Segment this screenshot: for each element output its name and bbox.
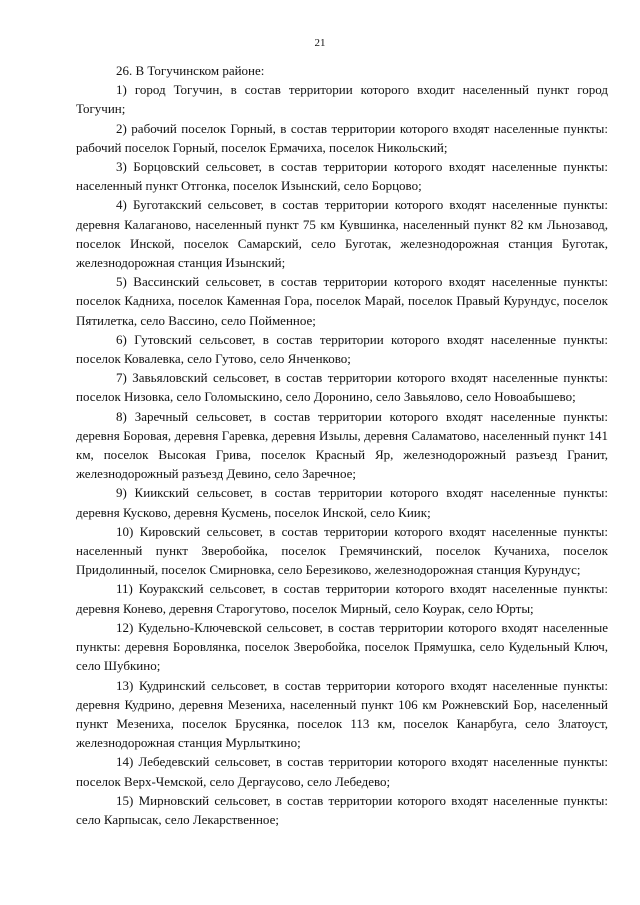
list-item: 14) Лебедевский сельсовет, в состав территории которого входят населенные пункты: поселок Верх-Чемской, село Дергаусово, село Лебедево; <box>76 754 608 789</box>
list-item: 3) Борцовский сельсовет, в состав территории которого входят населенные пункты: населенный пункт Отгонка, поселок Изынский, село Борцово; <box>76 159 608 194</box>
section-heading: 26. В Тогучинском районе: <box>116 63 265 78</box>
list-item: 11) Коуракский сельсовет, в состав территории которого входят населенные пункты: деревня Конево, деревня Старогутово, поселок Мирный, село Коурак, село Юрты; <box>76 581 608 616</box>
list-item: 13) Кудринский сельсовет, в состав территории которого входят населенные пункты: деревня Кудрино, деревня Мезениха, населенный пункт 106 км Рожневский Бор, населенный пункт Мезениха, поселок Брусянка, поселок 113 км, поселок Канарбуга, село Златоуст, железнодорожная станция Мурлыткино; <box>76 677 608 751</box>
list-item: 8) Заречный сельсовет, в состав территории которого входят населенные пункты: деревня Боровая, деревня Гаревка, деревня Изылы, деревня Саламатово, населенный пункт 141 км, поселок Высокая Грива, поселок Красный Яр, железнодорожный разъезд Гранит, железнодорожный разъезд Девино, село Заречное; <box>76 408 608 482</box>
list-item: 4) Буготакский сельсовет, в состав территории которого входят населенные пункты: деревня Калаганово, населенный пункт 75 км Кувшинка, населенный пункт 82 км Льнозавод, поселок Инской, поселок Самарский, село Буготак, железнодорожная станция Буготак, железнодорожная станция Изынский; <box>76 197 608 271</box>
list-item: 6) Гутовский сельсовет, в состав территории которого входят населенные пункты: поселок Ковалевка, село Гутово, село Янченково; <box>76 331 608 367</box>
list-item: 12) Кудельно-Ключевской сельсовет, в состав территории которого входят населенные пункты: деревня Боровлянка, поселок Зверобойка, поселок Прямушка, село Кудельный Ключ, село Шубкино; <box>76 619 608 674</box>
list-item: 2) рабочий поселок Горный, в состав территории которого входят населенные пункты: рабочий поселок Горный, поселок Ермачиха, поселок Никольский; <box>76 120 608 155</box>
list-item: 7) Завьяловский сельсовет, в состав территории которого входят населенные пункты: поселок Низовка, село Голомыскино, село Доронино, село Завьялово, село Новоабышево; <box>76 370 608 405</box>
list-item: 15) Мирновский сельсовет, в состав территории которого входят населенные пункты: село Карпысак, село Лекарственное; <box>76 792 608 827</box>
list-item: 9) Киикский сельсовет, в состав территории которого входят населенные пункты: деревня Кусково, деревня Кусмень, поселок Инской, село Киик; <box>76 485 608 520</box>
list-item: 10) Кировский сельсовет, в состав территории которого входят населенные пункты: населенный пункт Зверобойка, поселок Гремячинский, поселок Кучаниха, поселок Придолинный, поселок Смирновка, село Березиково, железнодорожная станция Курундус; <box>76 523 608 578</box>
list-item: 5) Вассинский сельсовет, в состав территории которого входят населенные пункты: поселок Кадниха, поселок Каменная Гора, поселок Марай, поселок Правый Курундус, поселок Пятилетка, село Вассино, село Пойменное; <box>76 274 608 328</box>
page-number: 21 <box>314 37 326 49</box>
document-body <box>76 61 608 829</box>
list-item: 1) город Тогучин, в состав территории которого входит населенный пункт город Тогучин; <box>76 82 608 117</box>
